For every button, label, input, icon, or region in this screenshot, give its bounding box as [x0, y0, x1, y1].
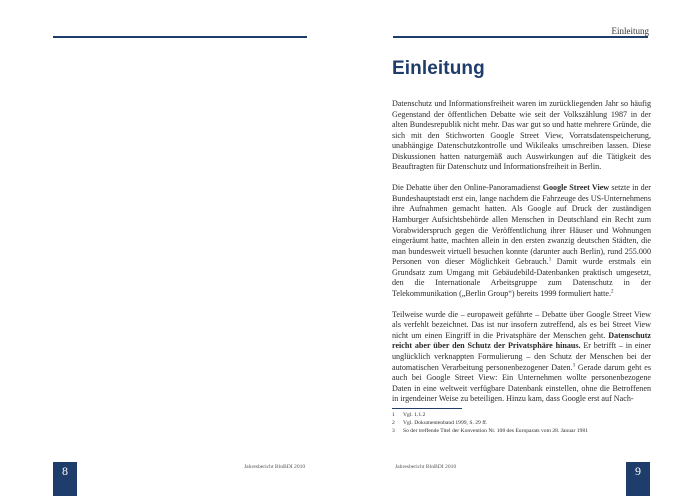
page-number: 8: [62, 464, 68, 478]
footnote-text: Vgl. Dokumentenband 1999, S. 29 ff.: [403, 420, 488, 427]
text-run: Datenschutz und Informationsfreiheit waren im zurückliegenden Jahr so häufig Gegenstand der öffentlichen Debatte wie seit der Volkszählung 1987 in der alten Bundesrepublik nicht mehr. Das war gut so und hatte mehrere Gründe, die sich mit den Stichworten Google Street View, Vorratsdatenspeicherung, unabhängige Datenschutzkontrolle und Wikileaks umschreiben lassen. Diese Diskussionen hatten naturgemäß auch Auswirkungen auf die Tätigkeit des Beauftragten für Datenschutz und Informationsfreiheit in Berlin.: [392, 99, 651, 172]
page-number: 9: [635, 464, 641, 478]
footnote-ref: 1: [548, 257, 552, 263]
footnote-number: 2: [392, 420, 395, 427]
footnote-ref: 2: [611, 289, 614, 295]
page-footer: Jahresbericht BlnBDI 2010: [244, 464, 306, 470]
bold-text: Datenschutz reicht aber über den Schutz der Privatsphäre hinaus.: [392, 330, 651, 351]
footnote-text: Vgl. 1.1.2: [403, 412, 426, 418]
running-header: Einleitung: [611, 26, 649, 36]
text-run: Die Debatte über den Online-Panoramadienst: [392, 183, 543, 193]
footnote-text: So der treffende Titel der Konvention Nr. 108 des Europarats vom 28. Januar 1981: [403, 428, 588, 435]
chapter-title: Einleitung: [392, 58, 485, 79]
right-page: [350, 0, 700, 496]
footnotes: [392, 411, 662, 435]
body-text: [392, 99, 651, 415]
footnote-number: 3: [392, 428, 395, 435]
footnote: [392, 411, 662, 419]
footnote: [392, 419, 662, 427]
page-footer: Jahresbericht BlnBDI 2010: [395, 464, 457, 470]
body-paragraph: [392, 310, 651, 405]
text-run: Teilweise wurde die – europaweit geführte – Debatte über Google Street View als verfehlt bezeichnet. Das ist nur insofern zutreffend, als es bei Street View nicht um einen Eingriff in die Privatsphäre der Menschen geht.: [392, 309, 651, 340]
text-run: Gerade darum geht es auch bei Google Street View: Ein Unternehmen wollte personenbezogene Daten in eine weltweit verfügbare Datenbank einstellen, ohne die Betroffenen in irgendeiner Weise zu beteiligen. Hinzu kam, dass Google erst auf Nach-: [392, 362, 652, 404]
bold-text: Google Street View: [542, 183, 610, 193]
footnote-ref: 3: [572, 362, 576, 368]
body-paragraph: [392, 183, 651, 299]
footnote-rule: [392, 408, 462, 409]
footnote: [392, 427, 662, 435]
body-paragraph: [392, 99, 651, 173]
page-number-box: [53, 462, 77, 496]
header-rule: [53, 36, 307, 38]
text-run: Damit wurde erstmals ein Grundsatz zum Umgang mit Gebäudebild-Datenbanken praktisch umgesetzt, den die Internationale Arbeitsgruppe zum Datenschutz in der Telekommunikation („Berlin Group“) bereits 1999 formuliert hatte.: [392, 257, 651, 298]
footnote-number: 1: [392, 412, 395, 418]
text-run: Er betrifft – in einer unglücklich verknappten Formulierung – den Schutz der Menschen bei der automatischen Verarbeitung personenbezogener Daten.: [392, 341, 651, 372]
text-run: setzte in der Bundeshauptstadt erst ein, lange nachdem die Fahrzeuge des US-Unternehmens ihre Aufnahmen gemacht hatten. Als Google auf Druck der zuständigen Hamburger Aufsichtsbehörde allen Menschen in Deutschland ein Recht zum Vorabwiderspruch gegen die Veröffentlichung ihrer Häuser und Wohnungen eingeräumt hatte, machten allein in den ersten zwanzig deutschen Städten, die man bundesweit virtuell besuchen konnte (darunter auch Berlin), rund 255.000 Personen von dieser Möglichkeit Gebrauch.: [392, 183, 652, 267]
page-number-box: [626, 462, 650, 496]
header-rule: [393, 36, 648, 38]
